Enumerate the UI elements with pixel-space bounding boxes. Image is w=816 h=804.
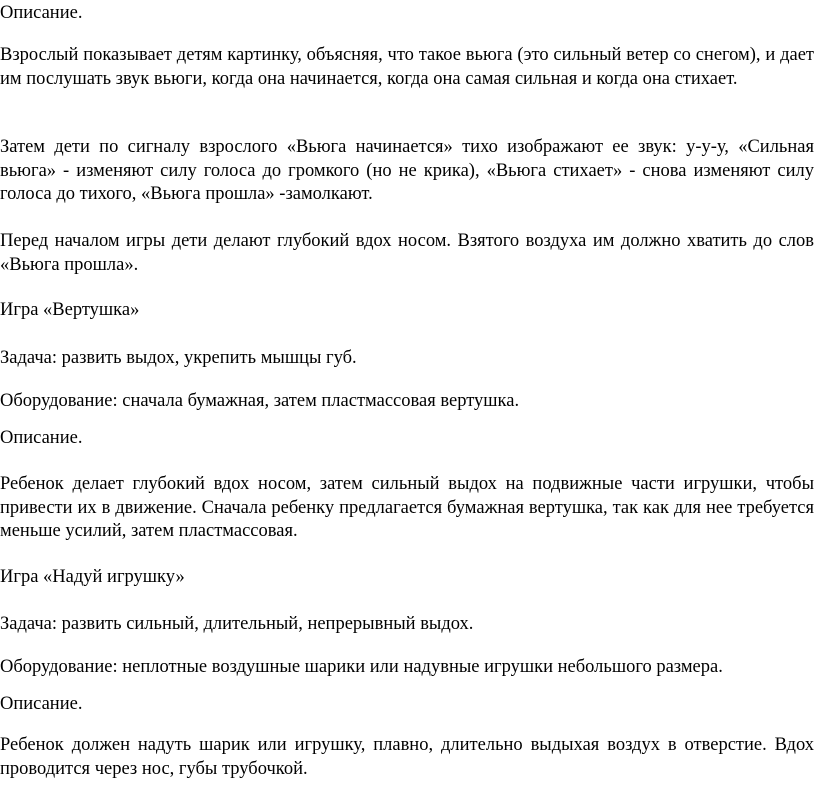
description-heading-3: Описание. [0, 694, 83, 714]
game-spinner-title: Игра «Вертушка» [0, 300, 140, 320]
description-heading-1: Описание. [0, 3, 83, 23]
spinner-equipment: Оборудование: сначала бумажная, затем пластмассовая вертушка. [0, 391, 520, 411]
spinner-task: Задача: развить выдох, укрепить мышцы губ. [0, 348, 357, 368]
description-heading-2: Описание. [0, 428, 83, 448]
inflate-task: Задача: развить сильный, длительный, непрерывный выдох. [0, 614, 474, 634]
inflate-equipment: Оборудование: неплотные воздушные шарики или надувные игрушки небольшого размера. [0, 657, 723, 677]
blizzard-signals-paragraph: Затем дети по сигналу взрослого «Вьюга начинается» тихо изображают ее звук: у-у-у, «Сильная вьюга» - изменяют силу голоса до громкого (но не крика), «Вьюга стихает» - снова изменяют силу голоса до тихого, «Вьюга прошла» -замолкают. [0, 137, 814, 204]
spinner-description: Ребенок делает глубокий вдох носом, затем сильный выдох на подвижные части игрушки, чтобы привести их в движение. Сначала ребенку предлагается бумажная вертушка, так как для нее требуется меньше усилий, затем пластмассовая. [0, 474, 814, 541]
inflate-description: Ребенок должен надуть шарик или игрушку, плавно, длительно выдыхая воздух в отверстие. Вдох проводится через нос, губы трубочкой. [0, 735, 814, 779]
game-inflate-toy-title: Игра «Надуй игрушку» [0, 567, 185, 587]
blizzard-intro-paragraph: Взрослый показывает детям картинку, объясняя, что такое вьюга (это сильный ветер со снегом), и дает им послушать звук вьюги, когда она начинается, когда она самая сильная и когда она стихает. [0, 45, 814, 89]
breath-before-game-paragraph: Перед началом игры дети делают глубокий вдох носом. Взятого воздуха им должно хватить до слов «Вьюга прошла». [0, 231, 814, 275]
